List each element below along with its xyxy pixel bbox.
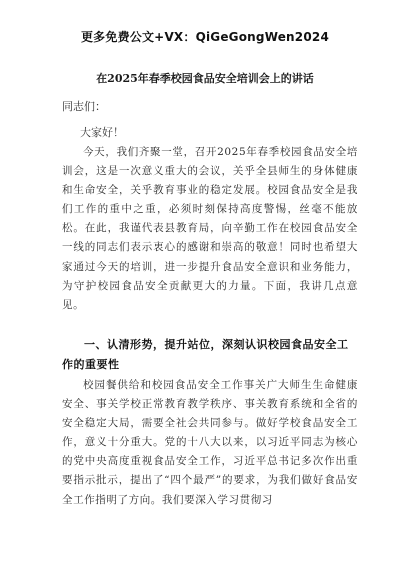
body-paragraph-section-1: 校园餐供给和校园食品安全工作事关广大师生生命健康安全、事关学校正常教育教学秩序、事关教育系统和全省的安全稳定大局，需要全社会共同参与。做好学校食品安全工作，意义十分重大。党的十八大以来，以习近平同志为核心的党中央高度重视食品安全工作，习近平总书记多次作出重要指示批示，提出了“四个最严”的要求，为我们做好食品安全工作指明了方向。我们要深入学习贯彻习 [62,379,358,506]
promo-banner: 更多免费公文+VX：QiGeGongWen2024 [80,30,329,44]
body-paragraph-intro: 今天，我们齐聚一堂，召开2025年春季校园食品安全培训会，这是一次意义重大的会议，关乎全县师生的身体健康和生命安全，关乎教育事业的稳定发展。校园食品安全是我们工作的重中之重，必须时刻保持高度警惕，丝毫不能放松。在此，我谨代表县教育局，向辛勤工作在校园食品安全一线的同志们表示衷心的感谢和崇高的敬意！同时也希望大家通过今天的培训，进一步提升食品安全意识和业务能力，为守护校园食品安全贡献更大的力量。下面，我讲几点意见。 [62,146,358,311]
greeting: 大家好！ [80,126,124,139]
document-title: 在2025年春季校园食品安全培训会上的讲话 [96,72,314,85]
section-heading-1: 一、认清形势，提升站位，深刻认识校园食品安全工作的重要性 [62,338,349,371]
salutation: 同志们： [62,100,106,113]
